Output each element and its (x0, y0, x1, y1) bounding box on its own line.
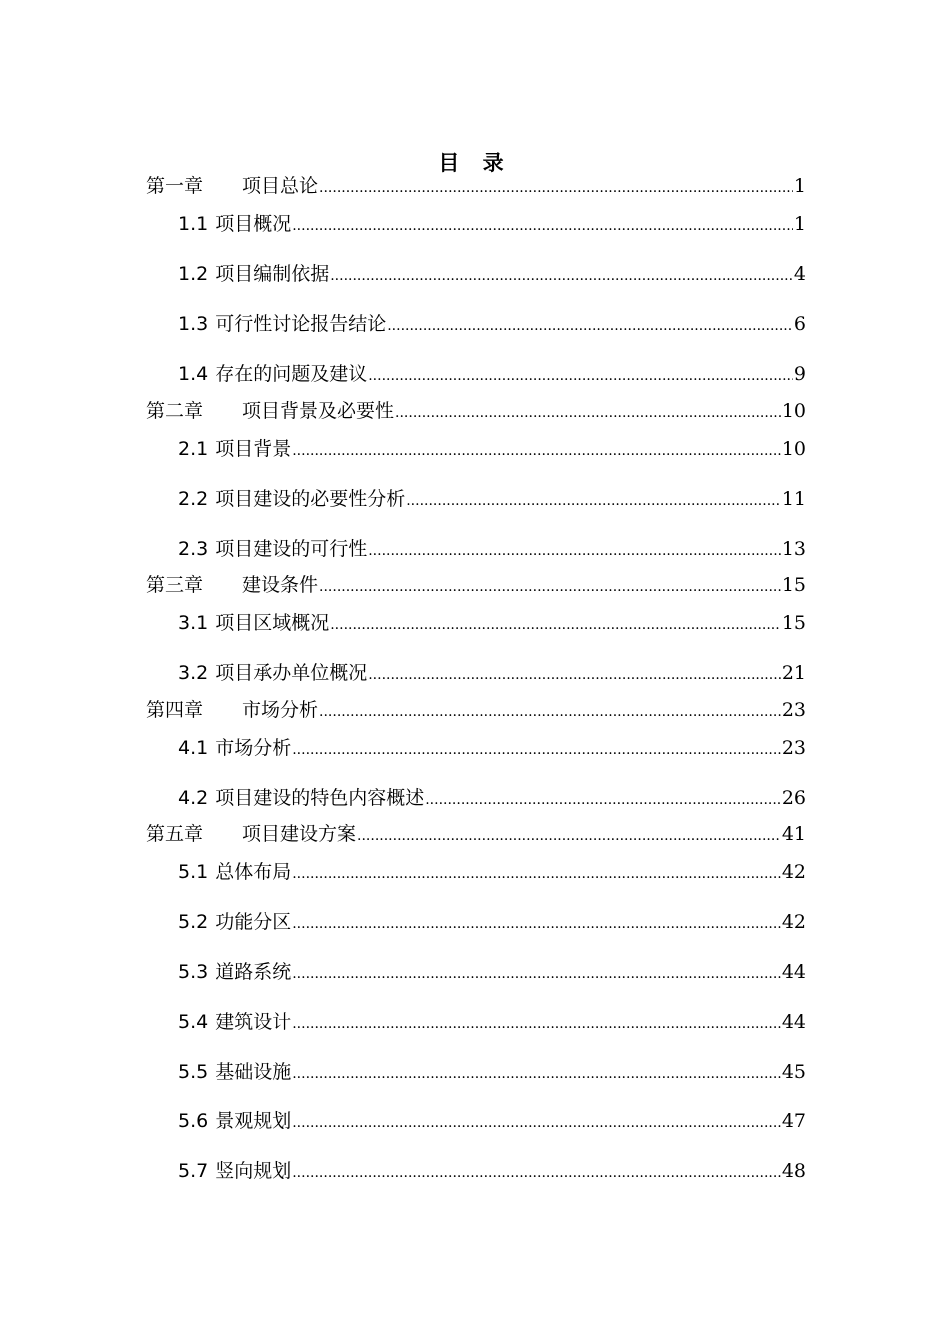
toc-entry-number: 5.2 (178, 911, 209, 933)
toc-page-number: 6 (793, 313, 806, 335)
toc-section-entry[interactable] (178, 910, 806, 936)
toc-dot-leader (319, 176, 793, 200)
toc-entry-title: 景观规划 (215, 1110, 292, 1132)
toc-entry-title: 项目建设的必要性分析 (215, 488, 406, 510)
toc-entry-number: 1.4 (178, 363, 209, 385)
toc-dot-leader (292, 912, 781, 936)
toc-chapter-entry[interactable] (146, 573, 806, 599)
toc-entry-title: 道路系统 (215, 961, 292, 983)
toc-entry-title: 市场分析 (215, 737, 292, 759)
toc-page-number: 11 (781, 488, 806, 510)
toc-page-number: 4 (793, 263, 806, 285)
toc-section-entry[interactable] (178, 1109, 806, 1135)
toc-page-number: 1 (793, 175, 806, 197)
toc-entry-title: 项目建设的可行性 (215, 538, 368, 560)
toc-entry-title: 竖向规划 (215, 1160, 292, 1182)
toc-entry-number: 第二章 (146, 400, 204, 422)
toc-page-number: 15 (781, 612, 806, 634)
toc-page-number: 13 (781, 538, 806, 560)
toc-entry-title: 项目建设的特色内容概述 (215, 787, 425, 809)
toc-section-entry[interactable] (178, 212, 806, 238)
toc-entry-title: 存在的问题及建议 (215, 363, 368, 385)
toc-section-entry[interactable] (178, 661, 806, 687)
toc-page-number: 42 (781, 911, 806, 933)
toc-section-entry[interactable] (178, 960, 806, 986)
toc-page-number: 41 (781, 823, 806, 845)
toc-section-entry[interactable] (178, 262, 806, 288)
toc-chapter-entry[interactable] (146, 399, 806, 425)
toc-entry-title: 项目区域概况 (215, 612, 330, 634)
toc-entry-number: 5.7 (178, 1160, 209, 1182)
toc-chapter-entry[interactable] (146, 822, 806, 848)
toc-entry-title: 总体布局 (215, 861, 292, 883)
toc-dot-leader (330, 264, 793, 288)
toc-dot-leader (292, 1111, 781, 1135)
toc-dot-leader (292, 1062, 781, 1086)
toc-dot-leader (292, 439, 781, 463)
toc-page-number: 47 (781, 1110, 806, 1132)
toc-entry-title: 建设条件 (242, 574, 319, 596)
toc-entry-number: 5.4 (178, 1011, 209, 1033)
toc-section-entry[interactable] (178, 1159, 806, 1185)
toc-section-entry[interactable] (178, 312, 806, 338)
toc-dot-leader (387, 314, 793, 338)
toc-page-number: 23 (781, 737, 806, 759)
toc-entry-number: 第三章 (146, 574, 204, 596)
toc-entry-title: 项目背景 (215, 438, 292, 460)
toc-page-number: 9 (793, 363, 806, 385)
toc-entry-number: 5.5 (178, 1061, 209, 1083)
toc-entry-number: 5.3 (178, 961, 209, 983)
toc-section-entry[interactable] (178, 437, 806, 463)
toc-dot-leader (395, 401, 781, 425)
toc-page-number: 10 (781, 438, 806, 460)
toc-entry-title: 市场分析 (242, 699, 319, 721)
toc-dot-leader (368, 663, 781, 687)
toc-entry-number: 3.2 (178, 662, 209, 684)
toc-entry-title: 项目概况 (215, 213, 292, 235)
toc-dot-leader (292, 862, 781, 886)
toc-page-number: 44 (781, 961, 806, 983)
toc-entry-title: 项目建设方案 (242, 823, 357, 845)
toc-dot-leader (368, 539, 781, 563)
toc-entry-number: 2.1 (178, 438, 209, 460)
toc-entry-title: 项目总论 (242, 175, 319, 197)
toc-dot-leader (292, 738, 781, 762)
toc-section-entry[interactable] (178, 611, 806, 637)
toc-dot-leader (319, 575, 781, 599)
toc-dot-leader (292, 962, 781, 986)
toc-entry-number: 5.1 (178, 861, 209, 883)
toc-section-entry[interactable] (178, 362, 806, 388)
toc-page-number: 15 (781, 574, 806, 596)
toc-entry-number: 1.3 (178, 313, 209, 335)
toc-page-number: 26 (781, 787, 806, 809)
toc-dot-leader (292, 214, 793, 238)
toc-section-entry[interactable] (178, 786, 806, 812)
toc-entry-number: 2.3 (178, 538, 209, 560)
toc-entry-number: 3.1 (178, 612, 209, 634)
toc-entry-number: 2.2 (178, 488, 209, 510)
toc-section-entry[interactable] (178, 1060, 806, 1086)
toc-entry-title: 基础设施 (215, 1061, 292, 1083)
toc-page-number: 1 (793, 213, 806, 235)
toc-page-number: 42 (781, 861, 806, 883)
toc-page-number: 45 (781, 1061, 806, 1083)
toc-entry-number: 4.2 (178, 787, 209, 809)
toc-page-number: 44 (781, 1011, 806, 1033)
toc-entry-number: 5.6 (178, 1110, 209, 1132)
toc-entry-title: 可行性讨论报告结论 (215, 313, 387, 335)
toc-page-number: 23 (781, 699, 806, 721)
toc-entry-title: 项目承办单位概况 (215, 662, 368, 684)
toc-dot-leader (292, 1161, 781, 1185)
toc-title: 目 录 (438, 150, 512, 175)
toc-page-number: 21 (781, 662, 806, 684)
toc-dot-leader (368, 364, 793, 388)
toc-entry-number: 1.2 (178, 263, 209, 285)
toc-dot-leader (425, 788, 781, 812)
toc-entry-title: 项目编制依据 (215, 263, 330, 285)
toc-dot-leader (319, 700, 781, 724)
toc-entry-title: 建筑设计 (215, 1011, 292, 1033)
toc-chapter-entry[interactable] (146, 174, 806, 200)
toc-entry-title: 功能分区 (215, 911, 292, 933)
toc-dot-leader (406, 489, 781, 513)
toc-entry-number: 第四章 (146, 699, 204, 721)
toc-dot-leader (357, 824, 781, 848)
toc-page-number: 10 (781, 400, 806, 422)
toc-entry-number: 第一章 (146, 175, 204, 197)
toc-section-entry[interactable] (178, 860, 806, 886)
toc-page-number: 48 (781, 1160, 806, 1182)
toc-entry-title: 项目背景及必要性 (242, 400, 395, 422)
toc-section-entry[interactable] (178, 736, 806, 762)
toc-section-entry[interactable] (178, 537, 806, 563)
toc-entry-number: 4.1 (178, 737, 209, 759)
toc-entry-number: 1.1 (178, 213, 209, 235)
toc-chapter-entry[interactable] (146, 698, 806, 724)
toc-section-entry[interactable] (178, 1010, 806, 1036)
toc-dot-leader (330, 613, 781, 637)
toc-entry-number: 第五章 (146, 823, 204, 845)
toc-section-entry[interactable] (178, 487, 806, 513)
toc-dot-leader (292, 1012, 781, 1036)
